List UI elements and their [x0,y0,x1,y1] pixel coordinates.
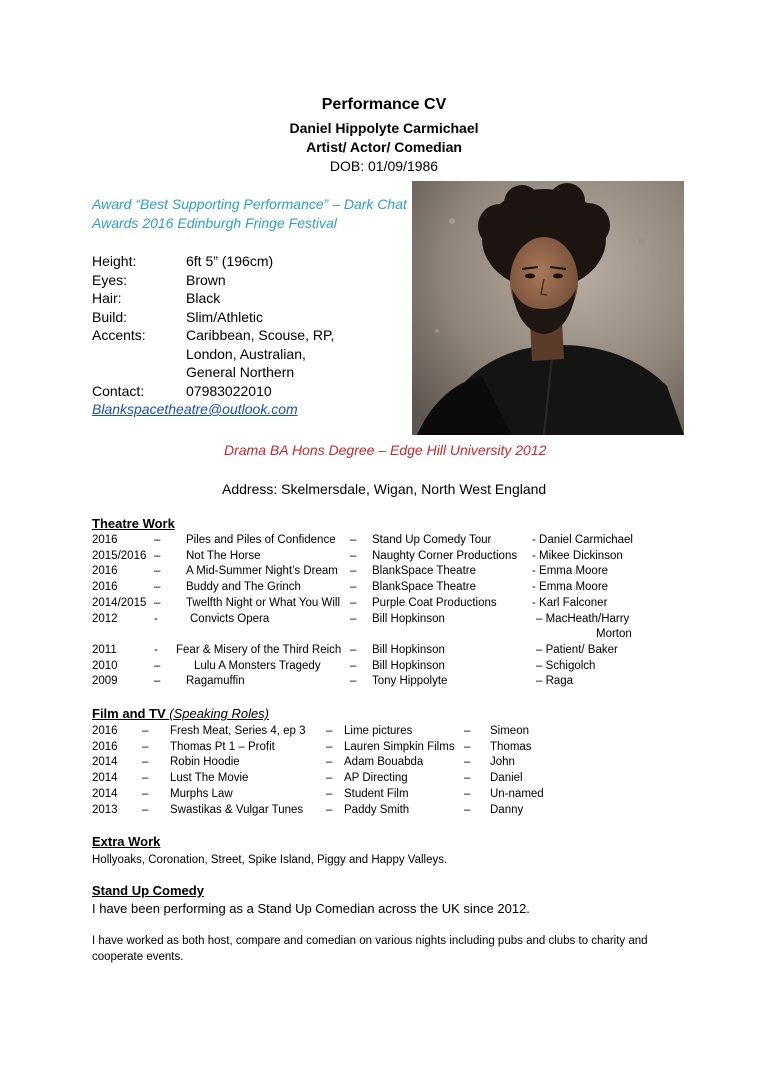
separator: – [154,534,161,546]
separator: – [142,740,149,753]
award-line-2: Awards 2016 Edinburgh Fringe Festival [92,215,337,231]
production-cell: Robin Hoodie [170,756,240,769]
year-cell: 2016 [92,581,118,594]
performer-name: Daniel Hippolyte Carmichael [289,120,479,136]
separator: – [350,643,357,656]
degree-line: Drama BA Hons Degree – Edge Hill University 2012 [224,442,547,458]
separator: – [350,565,357,578]
company-cell: Stand Up Comedy Tour [372,534,492,546]
detail-label: Build: [92,308,128,325]
personal-details [92,252,412,402]
separator: – [350,596,357,609]
separator: – [142,725,149,737]
headshot-photo [412,181,684,435]
company-cell: Tony Hippolyte [372,675,448,688]
year-cell: 2011 [92,643,117,656]
production-cell: Thomas Pt 1 – Profit [170,740,275,753]
detail-row-accents [92,326,412,345]
year-cell: 2016 [92,534,118,546]
film-tv-heading [92,706,269,721]
detail-label: Hair: [92,290,122,306]
role-cell: Thomas [490,740,532,753]
role-cell: – MacHeath/Harry [536,612,630,625]
separator: - [154,643,158,656]
production-cell: Not The Horse [186,549,261,562]
separator: – [464,787,471,800]
detail-row-height [92,252,412,271]
company-cell: Lime pictures [344,725,413,737]
production-cell: Convicts Opera [190,612,270,625]
film-tv-note: (Speaking Roles) [169,706,270,721]
detail-value: 6ft 5” (196cm) [186,253,274,269]
award-line-1: Award “Best Supporting Performance” – Dark Chat [92,196,407,212]
role-cell: - Emma Moore [532,581,609,594]
role-cell: - Daniel Carmichael [532,534,633,546]
company-cell: Bill Hopkinson [372,659,445,672]
company-cell: Lauren Simpkin Films [344,740,455,753]
detail-row-build [92,308,412,327]
production-cell: A Mid-Summer Night’s Dream [186,565,338,578]
detail-label: Accents: [92,327,146,343]
separator: – [326,787,333,800]
performer-roles: Artist/ Actor/ Comedian [306,139,462,155]
separator: – [464,803,471,816]
stand-up-text: I have been performing as a Stand Up Comedian across the UK since 2012. [92,901,530,916]
stand-up-heading: Stand Up Comedy [92,883,204,898]
production-cell: Piles and Piles of Confidence [186,534,336,546]
company-cell: AP Directing [344,772,408,785]
detail-value: Caribbean, Scouse, RP, [186,327,335,343]
detail-label: Contact: [92,382,145,399]
detail-value: London, Australian, [186,345,306,362]
detail-value: 07983022010 [186,382,272,399]
date-of-birth: DOB: 01/09/1986 [329,158,439,174]
separator: – [154,675,161,688]
separator: – [154,659,161,672]
role-cell: – Schigolch [536,659,596,672]
production-cell: Fear & Misery of the Third Reich [176,643,342,656]
separator: – [326,725,333,737]
year-cell: 2015/2016 [92,549,147,562]
role-cell: – Patient/ Baker [536,643,618,656]
company-cell: Naughty Corner Productions [372,549,518,562]
year-cell: 2016 [92,565,118,578]
year-cell: 2016 [92,725,118,737]
role-cell: Un-named [490,787,544,800]
separator: – [326,772,333,785]
company-cell: Purple Coat Productions [372,596,497,609]
year-cell: 2014/2015 [92,596,147,609]
separator: – [142,787,149,800]
theatre-work-table [92,534,692,694]
detail-row-hair [92,289,412,308]
separator: – [350,549,357,562]
separator: – [326,740,333,753]
year-cell: 2012 [92,612,118,625]
role-cell: Simeon [490,725,529,737]
separator: – [154,581,161,594]
company-cell: Adam Bouabda [344,756,424,769]
separator: – [326,803,333,816]
company-cell: BlankSpace Theatre [372,565,476,578]
year-cell: 2016 [92,740,118,753]
year-cell: 2014 [92,772,118,785]
separator: – [142,803,149,816]
detail-row-accents-cont [92,345,412,364]
separator: – [142,756,149,769]
separator: – [142,772,149,785]
separator: – [154,596,161,609]
detail-value: Black [186,290,221,306]
production-cell: Murphs Law [170,787,233,800]
role-cell: Daniel [490,772,523,785]
production-cell: Fresh Meat, Series 4, ep 3 [170,725,306,737]
year-cell: 2010 [92,659,118,672]
role-cell: - Karl Falconer [532,596,608,609]
separator: – [464,725,471,737]
role-cell: Morton [596,628,632,641]
company-cell: Bill Hopkinson [372,612,445,625]
detail-row-contact [92,382,412,401]
production-cell: Lust The Movie [170,772,249,785]
production-cell: Lulu A Monsters Tragedy [194,659,321,672]
film-tv-table [92,725,692,821]
role-cell: Danny [490,803,524,816]
stand-up-detail-line-1: I have worked as both host, compare and comedian on various nights including pubs and clubs to charity and [92,935,648,947]
separator: – [350,659,357,672]
production-cell: Ragamuffin [186,675,245,688]
separator: – [154,565,161,578]
company-cell: BlankSpace Theatre [372,581,476,594]
page-title: Performance CV [321,96,447,113]
detail-row-accents-cont [92,363,412,382]
year-cell: 2013 [92,803,118,816]
email-link[interactable]: Blankspacetheatre@outlook.com [92,401,298,417]
separator: – [350,612,357,625]
separator: – [464,740,471,753]
separator: – [350,534,357,546]
separator: – [154,549,161,562]
role-cell: – Raga [536,675,574,688]
separator: - [154,612,158,625]
year-cell: 2014 [92,756,118,769]
film-tv-heading-text: Film and TV [92,706,166,721]
detail-label: Eyes: [92,271,128,288]
detail-value: Slim/Athletic [186,308,264,325]
company-cell: Student Film [344,787,409,800]
year-cell: 2009 [92,675,118,688]
production-cell: Twelfth Night or What You Will [186,596,341,609]
separator: – [350,581,357,594]
company-cell: Bill Hopkinson [372,643,445,656]
separator: – [350,675,357,688]
extra-work-heading: Extra Work [92,834,161,849]
company-cell: Paddy Smith [344,803,410,816]
separator: – [326,756,333,769]
production-cell: Swastikas & Vulgar Tunes [170,803,304,816]
stand-up-detail-line-2: cooperate events. [92,951,184,963]
detail-value: General Northern [186,364,295,380]
role-cell: - Emma Moore [532,565,609,578]
separator: – [464,756,471,769]
headshot-illustration [412,181,684,435]
role-cell: - Mikee Dickinson [532,549,623,562]
extra-work-text: Hollyoaks, Coronation, Street, Spike Island, Piggy and Happy Valleys. [92,854,448,866]
detail-value: Brown [186,271,226,288]
address-line: Address: Skelmersdale, Wigan, North West England [222,481,547,497]
production-cell: Buddy and The Grinch [186,581,301,594]
theatre-work-heading: Theatre Work [92,516,175,531]
detail-label: Height: [92,253,137,269]
year-cell: 2014 [92,787,118,800]
detail-row-eyes [92,271,412,290]
role-cell: John [490,756,515,769]
separator: – [464,772,471,785]
